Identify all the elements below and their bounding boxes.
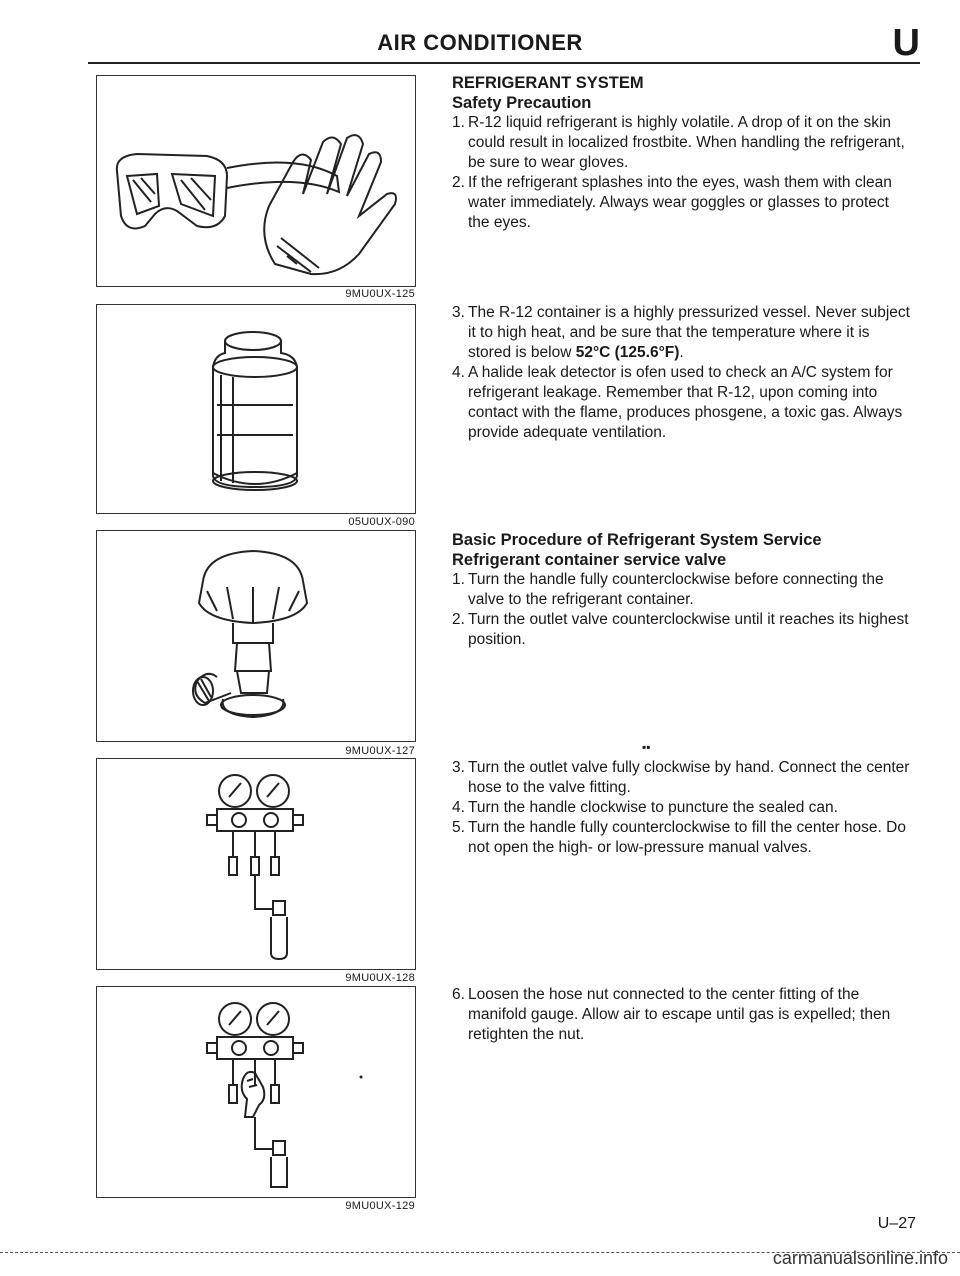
basic-procedure-section	[452, 530, 914, 650]
item-number: 6.	[452, 986, 465, 1003]
manifold-gauge-hand-icon	[97, 987, 415, 1197]
figure-id: 9MU0UX-128	[345, 972, 415, 984]
item-text: Turn the handle fully counterclockwise to fill the center hose. Do not open the high- or low-pressure manual valves.	[468, 819, 906, 856]
figure-manifold-gauge	[96, 758, 416, 970]
list-item	[452, 173, 914, 233]
subsection-heading: Safety Precaution	[452, 94, 592, 112]
item-number: 4.	[452, 799, 465, 816]
manifold-gauge-icon	[97, 759, 415, 969]
purge-step-section	[452, 985, 914, 1045]
section-letter: U	[892, 22, 920, 64]
figure-id: 9MU0UX-125	[345, 288, 415, 300]
refrigerant-can-icon	[97, 305, 415, 513]
figure-id: 9MU0UX-127	[345, 745, 415, 757]
figure-refrigerant-can	[96, 304, 416, 514]
container-precaution-section	[452, 303, 914, 443]
list-item	[452, 610, 914, 650]
list-item	[452, 985, 914, 1045]
section-heading: Basic Procedure of Refrigerant System Service	[452, 531, 822, 549]
service-valve-icon	[97, 531, 415, 741]
item-number: 4.	[452, 364, 465, 381]
item-number: 3.	[452, 759, 465, 776]
page-title: AIR CONDITIONER	[377, 30, 583, 55]
figure-service-valve	[96, 530, 416, 742]
goggles-and-gloves-icon	[97, 76, 415, 286]
figure-id: 05U0UX-090	[348, 516, 415, 528]
page-number: U–27	[877, 1215, 916, 1232]
list-item	[452, 798, 914, 818]
item-text: Turn the handle clockwise to puncture the sealed can.	[468, 799, 838, 816]
list-item	[452, 363, 914, 443]
item-text: Turn the outlet valve fully clockwise by hand. Connect the center hose to the valve fitting.	[468, 759, 910, 796]
subsection-heading: Refrigerant container service valve	[452, 551, 727, 569]
item-text: If the refrigerant splashes into the eyes, wash them with clean water immediately. Always wear goggles or glasses to protect the eyes.	[468, 174, 892, 231]
section-heading: REFRIGERANT SYSTEM	[452, 74, 644, 92]
list-item	[452, 758, 914, 798]
header-divider	[88, 62, 920, 64]
item-number: 1.	[452, 114, 465, 131]
temperature-limit: 52°C (125.6°F)	[575, 344, 680, 361]
list-item	[452, 113, 914, 173]
item-number: 3.	[452, 304, 465, 321]
item-text: Turn the handle fully counterclockwise before connecting the valve to the refrigerant container.	[468, 571, 884, 608]
figure-id: 9MU0UX-129	[345, 1200, 415, 1212]
item-number: 5.	[452, 819, 465, 836]
item-text: Loosen the hose nut connected to the center fitting of the manifold gauge. Allow air to escape until gas is expelled; then retighten the nut.	[468, 986, 891, 1043]
list-item	[452, 818, 914, 858]
figure-goggles-gloves	[96, 75, 416, 287]
list-item	[452, 570, 914, 610]
list-item	[452, 303, 914, 363]
item-number: 2.	[452, 174, 465, 191]
watermark: carmanualsonline.info	[772, 1248, 948, 1268]
figure-manifold-gauge-hand	[96, 986, 416, 1198]
item-text: Turn the outlet valve counterclockwise until it reaches its highest position.	[468, 611, 909, 648]
item-number: 1.	[452, 571, 465, 588]
bullet-mark: ▪▪	[642, 740, 651, 754]
safety-precaution-section	[452, 73, 914, 233]
valve-steps-section	[452, 758, 914, 858]
item-text: The R-12 container is a highly pressurized vessel. Never subject it to high heat, and be sure that the temperature where it is stored is below 52°C (125.6°F).	[468, 304, 910, 361]
item-text: R-12 liquid refrigerant is highly volatile. A drop of it on the skin could result in localized frostbite. When handling the refrigerant, be sure to wear gloves.	[468, 114, 905, 171]
item-number: 2.	[452, 611, 465, 628]
item-text: A halide leak detector is ofen used to check an A/C system for refrigerant leakage. Remember that R-12, upon coming into contact with the flame, produces phosgene, a toxic gas. Always provide adequate ventilation.	[468, 364, 903, 441]
